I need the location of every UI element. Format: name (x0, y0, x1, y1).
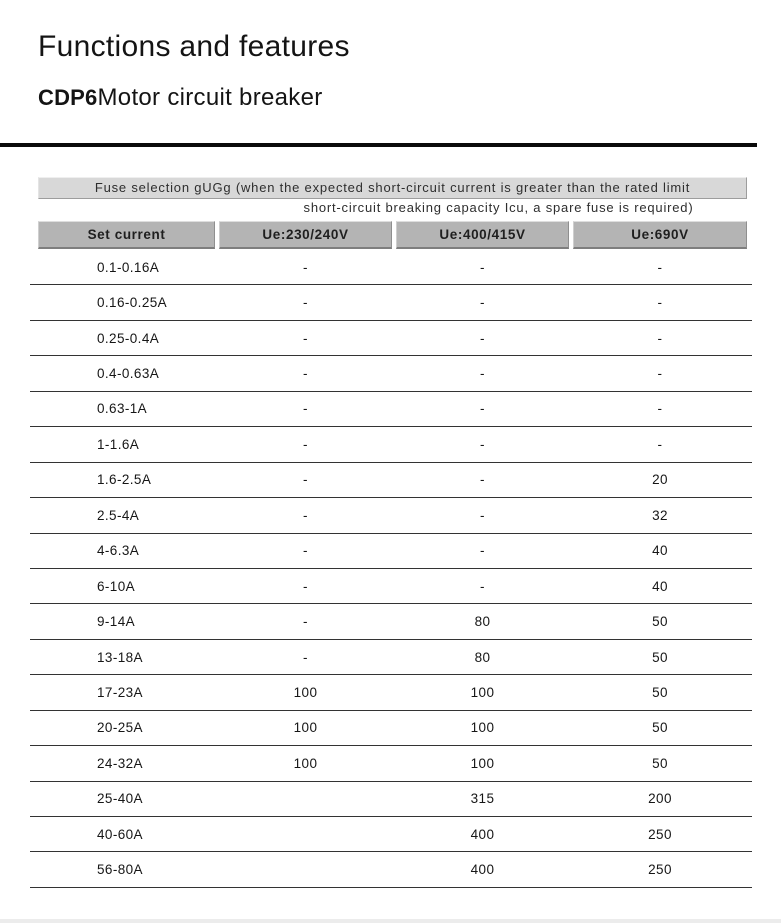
header-cell-set-current: Set current (38, 221, 215, 249)
set-current-label: 13-18A (97, 649, 143, 665)
table-row (30, 356, 752, 391)
table-caption-line2: short-circuit breaking capacity Icu, a spare fuse is required) (303, 200, 694, 215)
cell-ue-230-240: - (303, 614, 308, 630)
cell-ue-690: 50 (652, 614, 668, 630)
cell-ue-690: 50 (652, 649, 668, 665)
page-title: Functions and features (38, 30, 350, 63)
cell-ue-400-415: 80 (474, 614, 491, 630)
cell-ue-690: - (657, 366, 663, 382)
set-current-label: 25-40A (97, 791, 143, 807)
set-current-label: 9-14A (97, 614, 136, 630)
set-current-label: 1-1.6A (97, 436, 140, 452)
set-current-label: 17-23A (97, 684, 143, 700)
cell-ue-230-240: 100 (293, 755, 318, 771)
page-bottom-edge (0, 919, 781, 923)
table-body (30, 250, 752, 888)
table-row (30, 285, 752, 320)
cell-ue-230-240 (219, 782, 392, 816)
cell-ue-230-240: - (303, 649, 308, 665)
cell-ue-400-415: 400 (470, 862, 495, 878)
header-cell-ue-690: Ue:690V (573, 221, 747, 249)
set-current-label: 0.1-0.16A (97, 259, 160, 275)
set-current-label: 0.16-0.25A (97, 295, 168, 311)
cell-ue-400-415: - (480, 401, 485, 417)
cell-ue-400-415: - (480, 543, 485, 559)
cell-ue-690: - (657, 436, 663, 452)
set-current-label: 0.4-0.63A (97, 366, 160, 382)
page-subtitle (38, 84, 323, 112)
table-row (30, 782, 752, 817)
cell-ue-690: - (657, 295, 663, 311)
model-code: CDP6 (38, 85, 98, 110)
cell-ue-690: 200 (648, 791, 672, 807)
cell-ue-690: 250 (648, 862, 672, 878)
cell-ue-690: 50 (652, 720, 668, 736)
header-cell-ue-400-415: Ue:400/415V (396, 221, 569, 249)
cell-ue-400-415: - (480, 295, 485, 311)
cell-ue-690: 40 (652, 578, 668, 594)
cell-ue-690: 50 (652, 755, 668, 771)
header-cell-ue-230-240: Ue:230/240V (219, 221, 392, 249)
cell-ue-400-415: 100 (470, 755, 495, 771)
cell-ue-400-415: - (480, 436, 485, 452)
table-row (30, 427, 752, 462)
cell-ue-690: 32 (652, 507, 668, 523)
cell-ue-690: - (657, 330, 663, 346)
table-row (30, 675, 752, 710)
set-current-label: 6-10A (97, 578, 136, 594)
cell-ue-230-240: - (303, 472, 308, 488)
set-current-label: 56-80A (97, 862, 143, 878)
cell-ue-400-415: - (480, 578, 485, 594)
table-row (30, 250, 752, 285)
table-row (30, 321, 752, 356)
set-current-label: 20-25A (97, 720, 143, 736)
cell-ue-400-415: 315 (470, 791, 495, 807)
table-row (30, 711, 752, 746)
cell-ue-230-240: - (303, 543, 308, 559)
set-current-label: 0.25-0.4A (97, 330, 160, 346)
cell-ue-230-240: 100 (293, 684, 318, 700)
table-row (30, 604, 752, 639)
cell-ue-230-240: - (303, 259, 308, 275)
cell-ue-690: - (657, 259, 663, 275)
table-row (30, 852, 752, 887)
set-current-label: 24-32A (97, 755, 143, 771)
table-row (30, 392, 752, 427)
cell-ue-230-240 (219, 852, 392, 886)
cell-ue-400-415: - (480, 366, 485, 382)
cell-ue-400-415: 400 (470, 826, 495, 842)
table-row (30, 817, 752, 852)
product-subtitle: Motor circuit breaker (97, 84, 323, 111)
table-row (30, 569, 752, 604)
cell-ue-690: 50 (652, 684, 668, 700)
cell-ue-690: 250 (648, 826, 672, 842)
cell-ue-230-240: 100 (293, 720, 318, 736)
cell-ue-400-415: - (480, 507, 485, 523)
title-divider-rule (0, 143, 757, 147)
table-row (30, 463, 752, 498)
set-current-label: 0.63-1A (97, 401, 148, 417)
cell-ue-400-415: 80 (474, 649, 491, 665)
cell-ue-400-415: 100 (470, 684, 495, 700)
cell-ue-690: - (657, 401, 663, 417)
cell-ue-230-240: - (303, 330, 308, 346)
cell-ue-230-240 (219, 817, 392, 851)
cell-ue-690: 20 (652, 472, 668, 488)
cell-ue-400-415: 100 (470, 720, 495, 736)
set-current-label: 2.5-4A (97, 507, 140, 523)
cell-ue-400-415: - (480, 259, 485, 275)
cell-ue-230-240: - (303, 366, 308, 382)
cell-ue-230-240: - (303, 295, 308, 311)
set-current-label: 40-60A (97, 826, 143, 842)
cell-ue-230-240: - (303, 578, 308, 594)
cell-ue-230-240: - (303, 436, 308, 452)
table-row (30, 534, 752, 569)
table-row (30, 746, 752, 781)
cell-ue-400-415: - (480, 472, 485, 488)
set-current-label: 1.6-2.5A (97, 472, 152, 488)
cell-ue-400-415: - (480, 330, 485, 346)
cell-ue-230-240: - (303, 507, 308, 523)
table-row (30, 498, 752, 533)
set-current-label: 4-6.3A (97, 543, 140, 559)
table-caption-bar: Fuse selection gUGg (when the expected short-circuit current is greater than the rated limit (38, 177, 747, 199)
cell-ue-690: 40 (652, 543, 668, 559)
cell-ue-230-240: - (303, 401, 308, 417)
table-row (30, 640, 752, 675)
